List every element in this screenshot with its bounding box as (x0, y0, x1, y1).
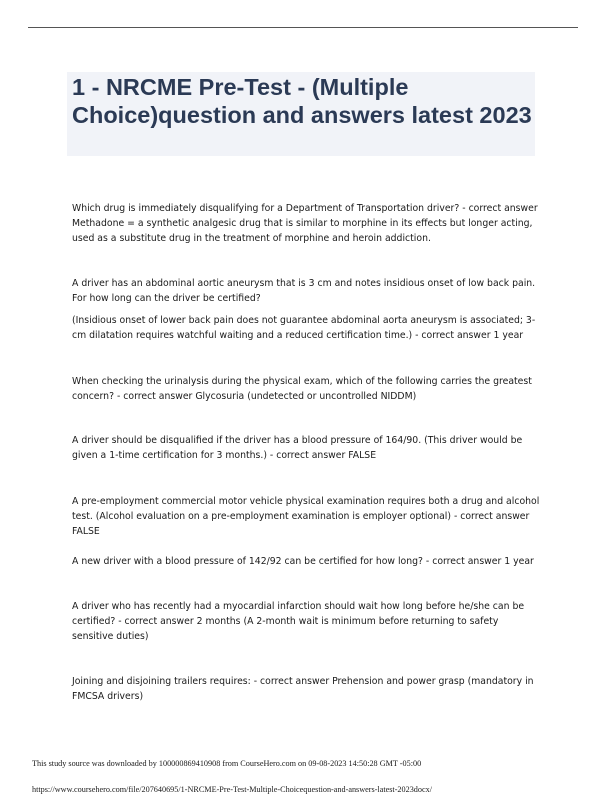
download-source-note: This study source was downloaded by 100000869410908 from CourseHero.com on 09-08-2023 14:50:28 GMT -05:00 (32, 759, 422, 768)
qa-entry-1: Which drug is immediately disqualifying for a Department of Transportation driver? - correct answer Methadone = a synthetic analgesic drug that is similar to morphine in its effects but longer acting, used as a substitute drug in the treatment of morphine and heroin addiction. (72, 203, 538, 244)
title-box (67, 72, 535, 156)
top-rule (28, 27, 578, 28)
qa-entry-8: Joining and disjoining trailers requires: - correct answer Prehension and power grasp (mandatory in FMCSA drivers) (72, 676, 534, 702)
qa-entry-5: A pre-employment commercial motor vehicle physical examination requires both a drug and alcohol test. (Alcohol evaluation on a pre-employment examination is employer optional) - correct answer FALSE (72, 496, 540, 537)
qa-entry-4: A driver should be disqualified if the driver has a blood pressure of 164/90. (This driver would be given a 1-time certification for 3 months.) - correct answer FALSE (72, 435, 523, 461)
source-url: https://www.coursehero.com/file/207640695/1-NRCME-Pre-Test-Multiple-Choicequestion-and-answers-latest-2023docx/ (32, 785, 432, 794)
qa-entry-2-question: A driver has an abdominal aortic aneurysm that is 3 cm and notes insidious onset of low back pain. For how long can the driver be certified? (72, 278, 536, 304)
document-title: 1 - NRCME Pre-Test - (Multiple Choice)question and answers latest 2023 (72, 74, 532, 128)
qa-entry-3: When checking the urinalysis during the physical exam, which of the following carries the greatest concern? - correct answer Glycosuria (undetected or uncontrolled NIDDM) (72, 376, 532, 402)
qa-entry-6: A new driver with a blood pressure of 142/92 can be certified for how long? - correct answer 1 year (72, 556, 534, 567)
qa-entry-7: A driver who has recently had a myocardial infarction should wait how long before he/she can be certified? - correct answer 2 months (A 2-month wait is minimum before returning to safety sensitive duties) (72, 601, 525, 642)
qa-entry-2-answer: (Insidious onset of lower back pain does not guarantee abdominal aorta aneurysm is associated; 3-cm dilatation requires watchful waiting and a reduced certification time.) - correct answer 1 year (72, 315, 536, 341)
